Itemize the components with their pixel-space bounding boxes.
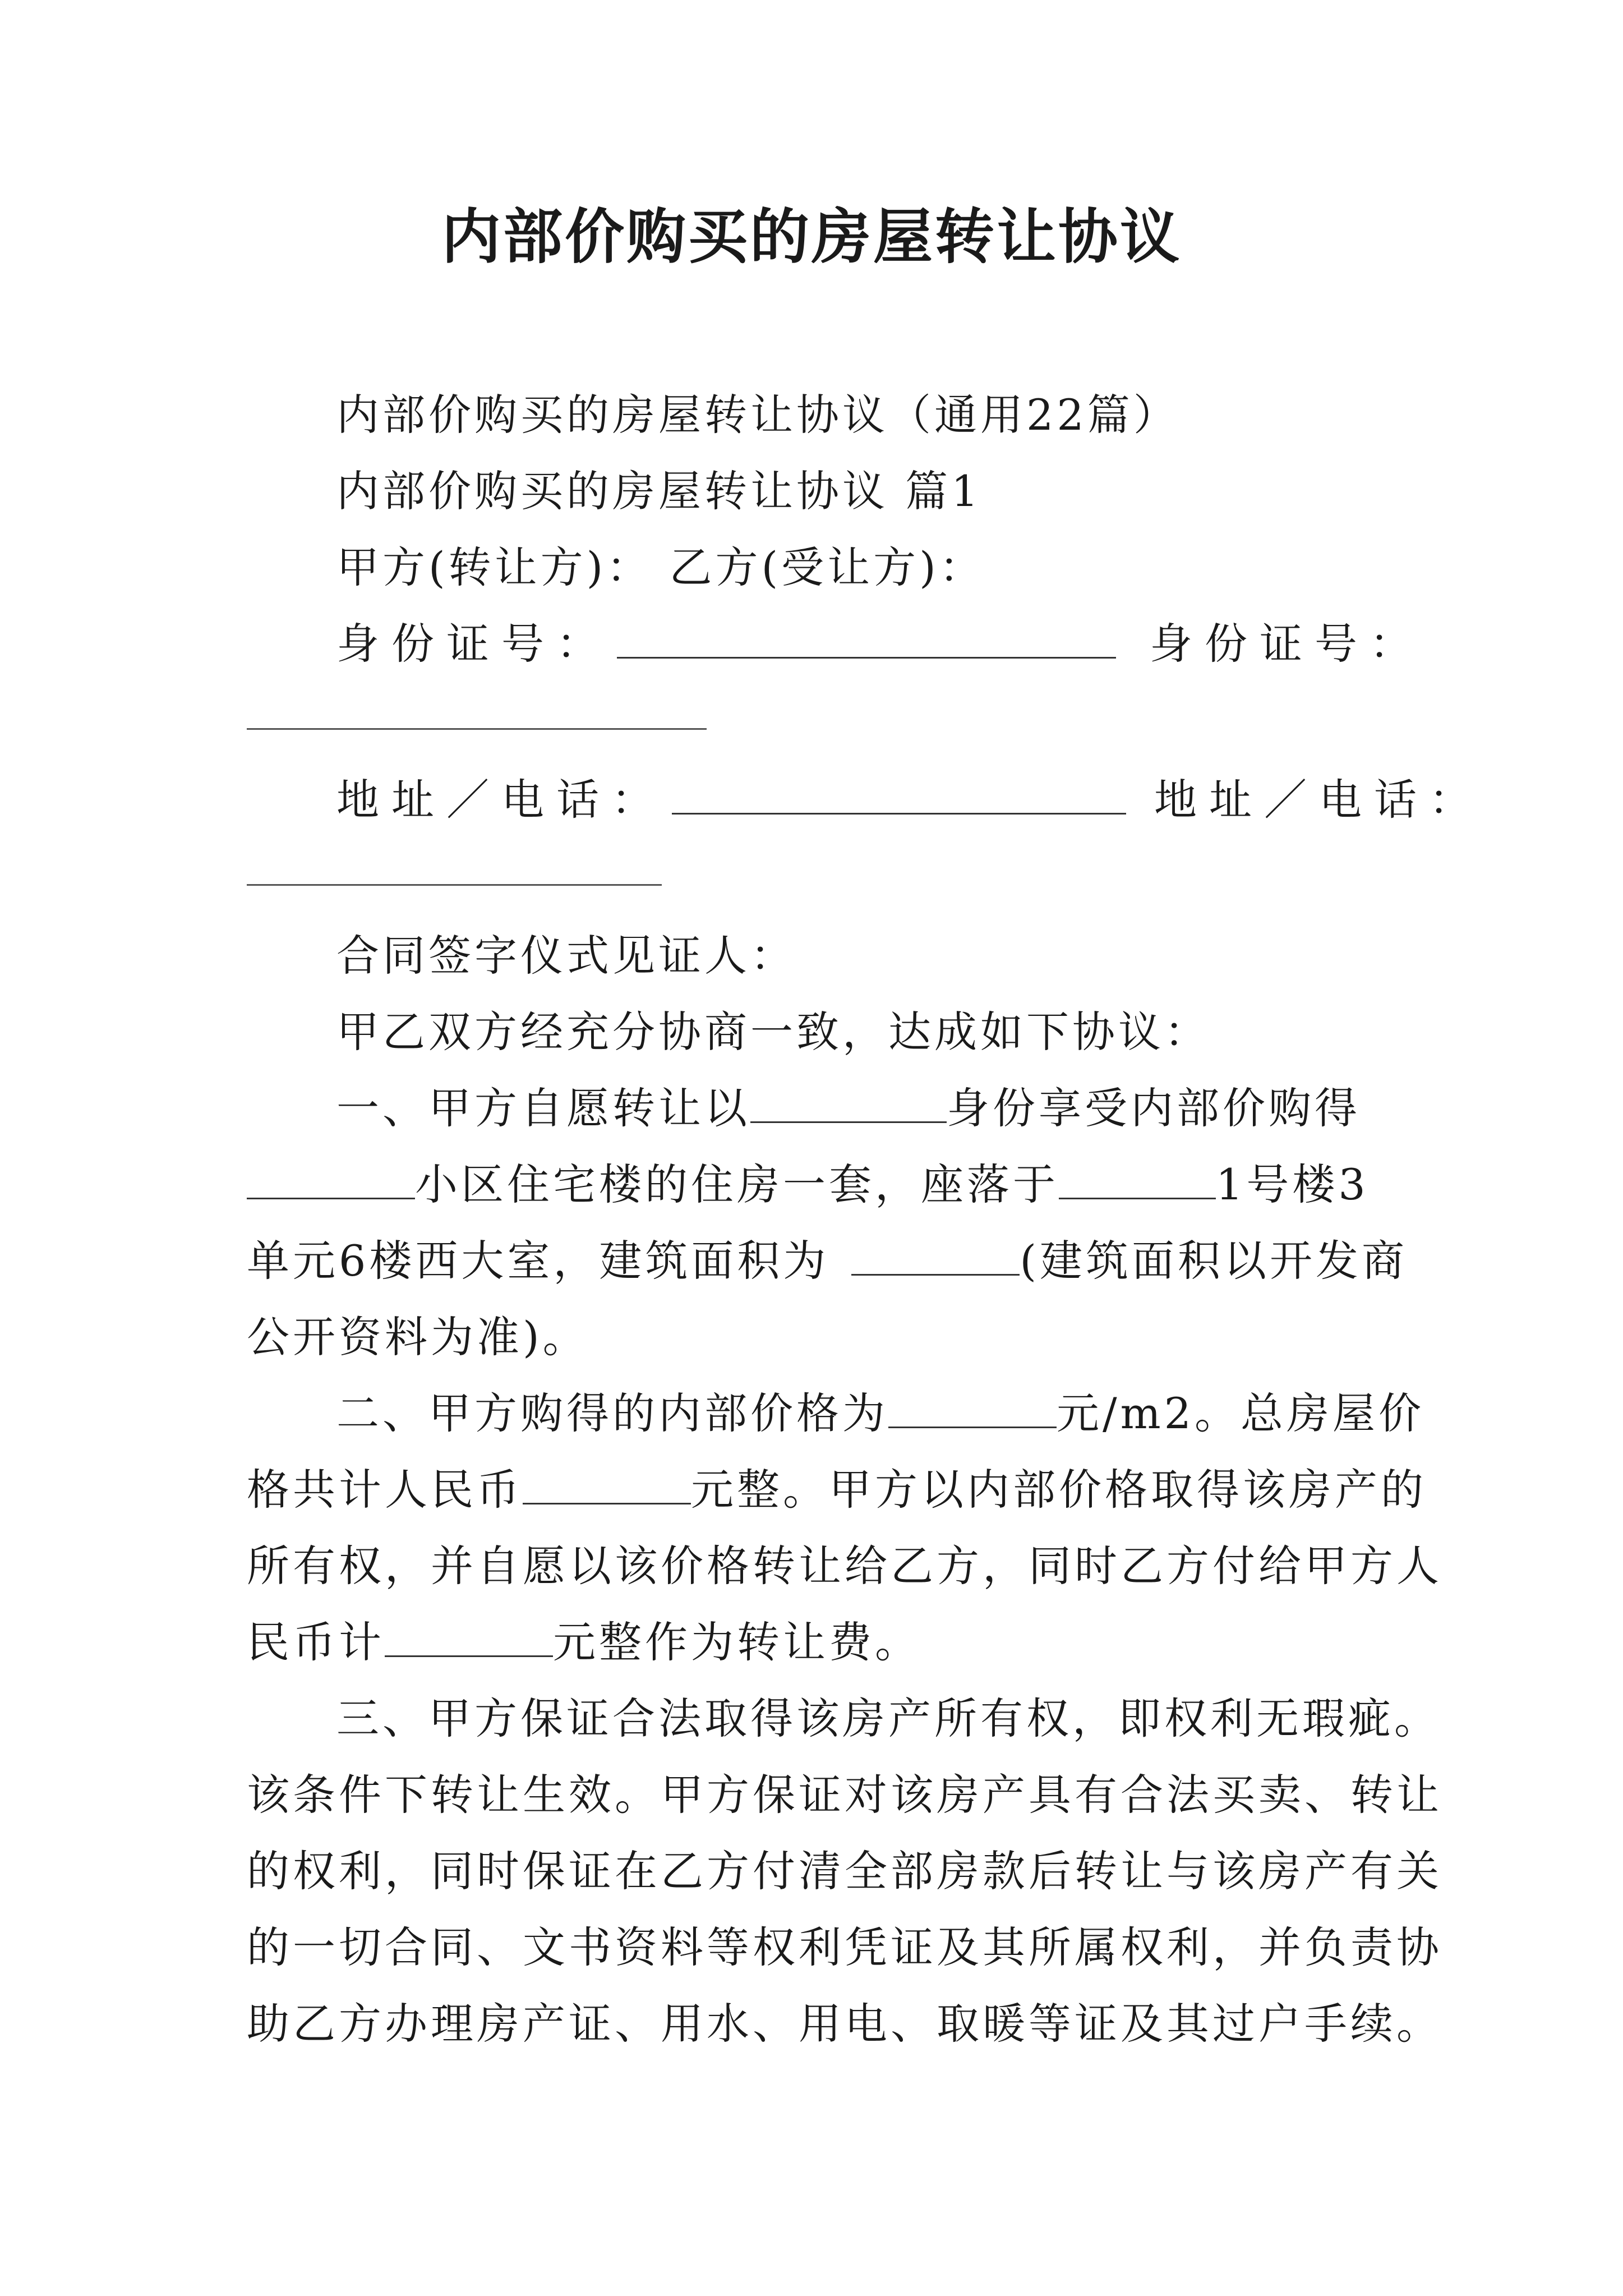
- clause-1-text: (建筑面积以开发商: [1020, 1236, 1408, 1286]
- community-blank: [247, 1163, 415, 1199]
- address-label-party-b: 地址／电话：: [1154, 775, 1484, 825]
- chapter-heading: 内部价购买的房屋转让协议 篇1: [336, 466, 982, 516]
- address-blank-b: [247, 884, 662, 886]
- clause-1-text: 一、甲方自愿转让以: [336, 1083, 750, 1133]
- id-number-row: [336, 616, 1424, 672]
- witness-line: 合同签字仪式见证人：: [336, 931, 796, 981]
- unit-price-blank: [888, 1392, 1057, 1428]
- document-title: 内部价购买的房屋转让协议: [441, 201, 1182, 272]
- clause-1-text: 1号楼3: [1216, 1159, 1369, 1209]
- address-blank-a: [672, 778, 1126, 815]
- id-number-blank-a: [617, 622, 1116, 659]
- area-blank: [851, 1239, 1020, 1276]
- clause-2-text: 元整作为转让费。: [553, 1617, 921, 1667]
- clause-2-text: 格共计人民币: [247, 1465, 523, 1515]
- location-blank: [1059, 1163, 1216, 1199]
- identity-blank: [750, 1087, 947, 1123]
- clause-2-text: 元/m2。总房屋价: [1057, 1388, 1425, 1438]
- clause-1-line-2: [247, 1157, 1391, 1213]
- clause-2-line-3: 所有权，并自愿以该价格转让给乙方，同时乙方付给甲方人: [247, 1541, 1442, 1591]
- total-price-blank: [523, 1468, 691, 1504]
- address-label-party-a: 地址／电话：: [336, 775, 666, 825]
- clause-1-text: 身份享受内部价购得: [947, 1083, 1361, 1133]
- id-number-blank-b: [247, 728, 707, 730]
- clause-2-line-2: [247, 1462, 1427, 1518]
- subtitle: 内部价购买的房屋转让协议（通用22篇）: [336, 390, 1179, 440]
- clause-3-line-2: 该条件下转让生效。甲方保证对该房产具有合法买卖、转让: [247, 1770, 1442, 1820]
- clause-3-line-5: 助乙方办理房产证、用水、用电、取暖等证及其过户手续。: [247, 1999, 1442, 2049]
- clause-3-line-3: 的权利，同时保证在乙方付清全部房款后转让与该房产有关: [247, 1846, 1442, 1896]
- clause-2-text: 二、甲方购得的内部价格为: [336, 1388, 888, 1438]
- consensus-line: 甲乙双方经充分协商一致，达成如下协议：: [336, 1007, 1210, 1057]
- clause-1-line-1: [336, 1080, 1391, 1137]
- parties-line: 甲方(转让方)： 乙方(受让方)：: [336, 542, 985, 592]
- address-row: [336, 772, 1484, 828]
- id-label-party-a: 身份证号：: [336, 619, 611, 669]
- clause-2-line-1: [336, 1386, 1425, 1442]
- clause-1-line-3: [247, 1233, 1408, 1289]
- clause-2-line-4: [247, 1614, 1391, 1671]
- clause-3-line-4: 的一切合同、文书资料等权利凭证及其所属权利，并负责协: [247, 1922, 1442, 1972]
- clause-3-line-1: 三、甲方保证合法取得该房产所有权，即权利无瑕疵。: [336, 1694, 1440, 1743]
- clause-2-text: 元整。甲方以内部价格取得该房产的: [691, 1465, 1427, 1515]
- clause-1-line-4: 公开资料为准)。: [247, 1312, 589, 1362]
- id-label-party-b: 身份证号：: [1150, 619, 1424, 669]
- clause-1-text: 单元6楼西大室，建筑面积为: [247, 1236, 829, 1286]
- clause-1-text: 小区住宅楼的住房一套，座落于: [415, 1159, 1059, 1209]
- transfer-fee-blank: [385, 1621, 553, 1657]
- clause-2-text: 民币计: [247, 1617, 385, 1667]
